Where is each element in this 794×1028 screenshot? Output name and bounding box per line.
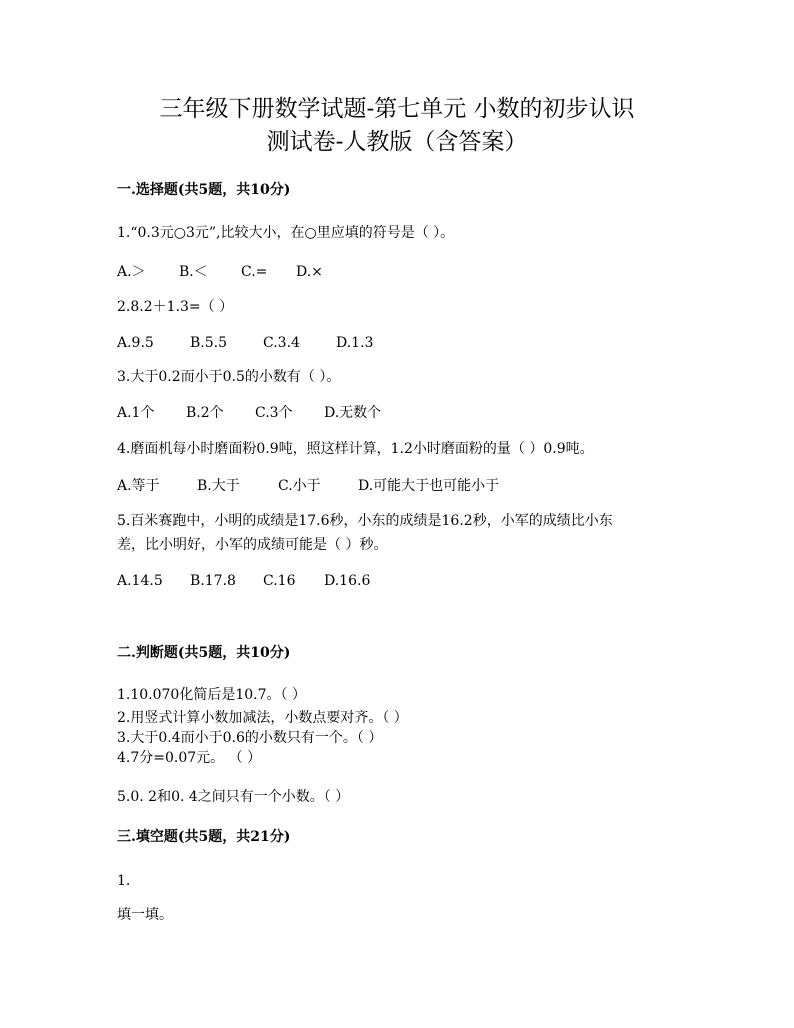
option-c: C.3.4 bbox=[263, 335, 300, 351]
option-a: A.等于 bbox=[117, 478, 160, 494]
fill-question-1-text: 填一填。 bbox=[117, 907, 173, 923]
judgment-item-2: 2.用竖式计算小数加减法，小数点要对齐。（ ） bbox=[117, 710, 408, 726]
choice-question-1: 1.“0.3元○3元”,比较大小，在○里应填的符号是（ ）。 bbox=[117, 225, 455, 241]
choice-question-5-options bbox=[117, 572, 370, 590]
option-a: A.1个 bbox=[117, 405, 155, 421]
option-b: B.17.8 bbox=[190, 573, 236, 589]
judgment-item-1: 1.10.070化简后是10.7。（ ） bbox=[117, 687, 306, 703]
option-d: D.可能大于也可能小于 bbox=[358, 478, 500, 494]
document-title-line2: 测试卷-人教版（含答案） bbox=[266, 129, 528, 155]
option-c: C.16 bbox=[263, 573, 296, 589]
option-d: D.× bbox=[296, 264, 323, 280]
option-a: A.14.5 bbox=[117, 573, 163, 589]
choice-question-5-line1: 5.百米赛跑中，小明的成绩是17.6秒，小东的成绩是16.2秒，小军的成绩比小东 bbox=[117, 513, 613, 529]
fill-question-1-number: 1. bbox=[117, 873, 131, 889]
section-heading-multiple-choice: 一.选择题(共5题，共10分) bbox=[117, 182, 291, 198]
choice-question-3-options bbox=[117, 404, 381, 422]
option-c: C.= bbox=[241, 264, 268, 280]
option-a: A.＞ bbox=[117, 264, 146, 280]
option-d: D.1.3 bbox=[336, 335, 374, 351]
option-b: B.2个 bbox=[186, 405, 224, 421]
choice-question-4-options bbox=[117, 477, 499, 495]
option-c: C.3个 bbox=[255, 405, 293, 421]
option-b: B.＜ bbox=[179, 264, 208, 280]
judgment-item-3: 3.大于0.4而小于0.6的小数只有一个。（ ） bbox=[117, 730, 383, 746]
section-heading-fill-blank: 三.填空题(共5题，共21分) bbox=[117, 829, 291, 845]
option-c: C.小于 bbox=[278, 478, 321, 494]
choice-question-2: 2.8.2＋1.3=（ ） bbox=[117, 299, 234, 315]
option-b: B.大于 bbox=[197, 478, 240, 494]
choice-question-2-options bbox=[117, 334, 373, 352]
choice-question-4: 4.磨面机每小时磨面粉0.9吨，照这样计算，1.2小时磨面粉的量（ ）0.9吨。 bbox=[117, 441, 594, 457]
choice-question-1-options bbox=[117, 263, 323, 281]
option-b: B.5.5 bbox=[190, 335, 228, 351]
choice-question-5-line2: 差，比小明好，小军的成绩可能是（ ）秒。 bbox=[117, 537, 388, 553]
option-a: A.9.5 bbox=[117, 335, 154, 351]
option-d: D.16.6 bbox=[324, 573, 371, 589]
section-heading-true-false: 二.判断题(共5题，共10分) bbox=[117, 645, 291, 661]
judgment-item-5: 5.0. 2和0. 4之间只有一个小数。（ ） bbox=[117, 789, 350, 805]
choice-question-3: 3.大于0.2而小于0.5的小数有（ ）。 bbox=[117, 369, 341, 385]
option-d: D.无数个 bbox=[324, 405, 382, 421]
judgment-item-4: 4.7分=0.07元。 （ ） bbox=[117, 750, 262, 766]
document-title-line1: 三年级下册数学试题-第七单元 小数的初步认识 bbox=[159, 96, 635, 122]
